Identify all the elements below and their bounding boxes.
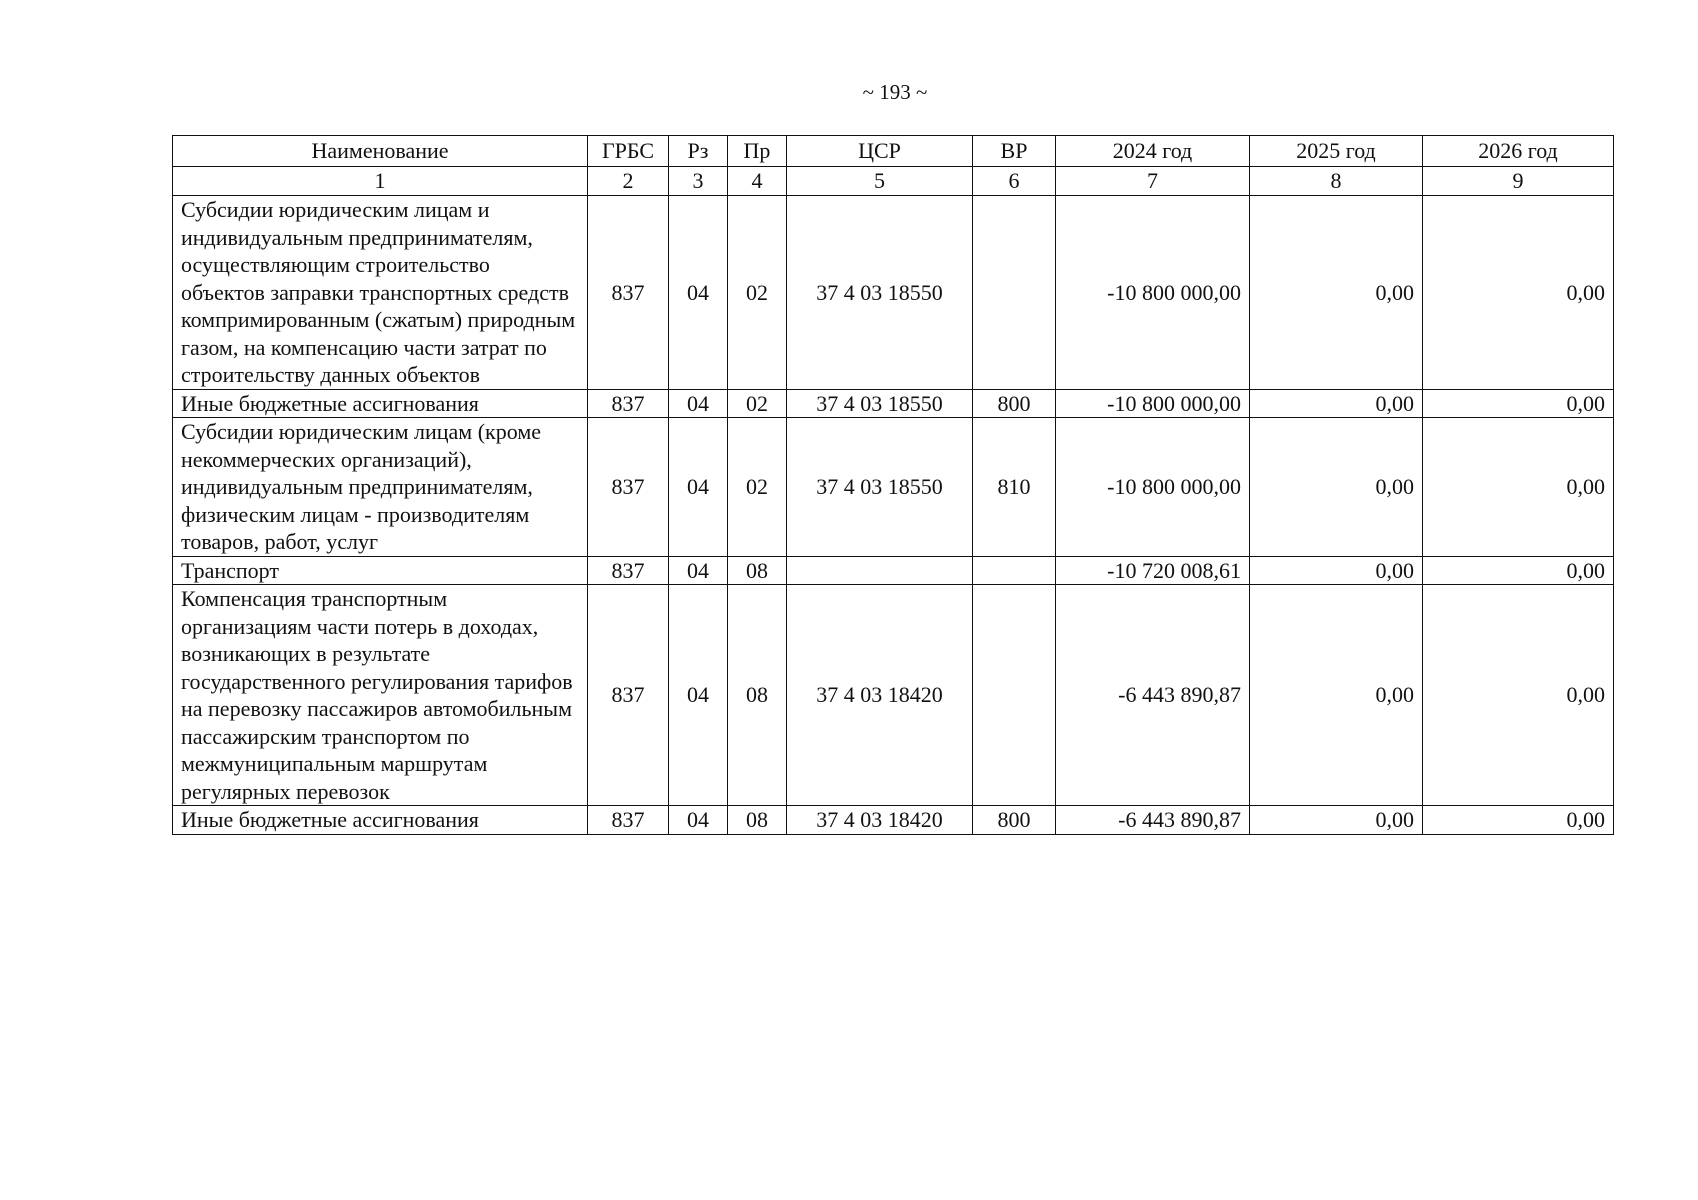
column-number: 9 [1423,167,1614,196]
row-rz: 04 [669,389,728,418]
row-csr: 37 4 03 18420 [787,806,973,835]
row-rz: 04 [669,806,728,835]
column-number: 8 [1250,167,1423,196]
column-number: 4 [728,167,787,196]
row-rz: 04 [669,556,728,585]
row-pr: 08 [728,585,787,806]
column-number: 2 [588,167,669,196]
row-pr: 08 [728,806,787,835]
row-vr: 800 [973,389,1056,418]
header-cell: 2025 год [1250,136,1423,167]
row-name: Компенсация транспортным организациям части потерь в доходах, возникающих в результате государственного регулирования тарифов на перевозку пассажиров автомобильным пассажирским транспортом по межмуниципальным маршрутам регулярных перевозок [173,585,588,806]
row-pr: 02 [728,196,787,390]
row-rz: 04 [669,585,728,806]
row-2024: -10 720 008,61 [1056,556,1250,585]
header-cell: Рз [669,136,728,167]
header-cell: ГРБС [588,136,669,167]
table-row [173,806,1614,835]
row-2025: 0,00 [1250,556,1423,585]
header-cell: Наименование [173,136,588,167]
row-grbs: 837 [588,196,669,390]
row-vr [973,585,1056,806]
column-number: 1 [173,167,588,196]
header-row [173,136,1614,167]
column-number: 3 [669,167,728,196]
column-number-row [173,167,1614,196]
row-rz: 04 [669,418,728,557]
row-csr [787,556,973,585]
row-2025: 0,00 [1250,196,1423,390]
row-name: Субсидии юридическим лицам и индивидуальным предпринимателям, осуществляющим строительство объектов заправки транспортных средств компримированным (сжатым) природным газом, на компенсацию части затрат по строительству данных объектов [173,196,588,390]
row-2025: 0,00 [1250,806,1423,835]
row-csr: 37 4 03 18420 [787,585,973,806]
header-cell: ЦСР [787,136,973,167]
row-pr: 02 [728,418,787,557]
column-number: 6 [973,167,1056,196]
row-vr: 810 [973,418,1056,557]
row-name: Иные бюджетные ассигнования [173,806,588,835]
header-cell: 2026 год [1423,136,1614,167]
row-vr: 800 [973,806,1056,835]
row-name: Иные бюджетные ассигнования [173,389,588,418]
row-2024: -6 443 890,87 [1056,585,1250,806]
row-name: Субсидии юридическим лицам (кроме некоммерческих организаций), индивидуальным предпринимателям, физическим лицам - производителям товаров, работ, услуг [173,418,588,557]
row-csr: 37 4 03 18550 [787,389,973,418]
row-grbs: 837 [588,418,669,557]
row-2024: -6 443 890,87 [1056,806,1250,835]
header-cell: 2024 год [1056,136,1250,167]
table-row [173,196,1614,390]
row-csr: 37 4 03 18550 [787,196,973,390]
row-rz: 04 [669,196,728,390]
table-row [173,418,1614,557]
row-2024: -10 800 000,00 [1056,418,1250,557]
row-pr: 08 [728,556,787,585]
row-2026: 0,00 [1423,418,1614,557]
row-2025: 0,00 [1250,585,1423,806]
row-grbs: 837 [588,389,669,418]
column-number: 7 [1056,167,1250,196]
row-2024: -10 800 000,00 [1056,196,1250,390]
budget-table [172,135,1614,835]
row-2026: 0,00 [1423,585,1614,806]
row-pr: 02 [728,389,787,418]
row-2026: 0,00 [1423,389,1614,418]
table-row [173,556,1614,585]
page-number: ~ 193 ~ [862,80,928,104]
header-cell: Пр [728,136,787,167]
row-name: Транспорт [173,556,588,585]
row-csr: 37 4 03 18550 [787,418,973,557]
row-2026: 0,00 [1423,556,1614,585]
row-vr [973,196,1056,390]
header-cell: ВР [973,136,1056,167]
row-2025: 0,00 [1250,389,1423,418]
row-vr [973,556,1056,585]
row-grbs: 837 [588,585,669,806]
table-row [173,585,1614,806]
table-row [173,389,1614,418]
row-grbs: 837 [588,556,669,585]
row-2026: 0,00 [1423,806,1614,835]
column-number: 5 [787,167,973,196]
row-2026: 0,00 [1423,196,1614,390]
row-grbs: 837 [588,806,669,835]
row-2024: -10 800 000,00 [1056,389,1250,418]
row-2025: 0,00 [1250,418,1423,557]
